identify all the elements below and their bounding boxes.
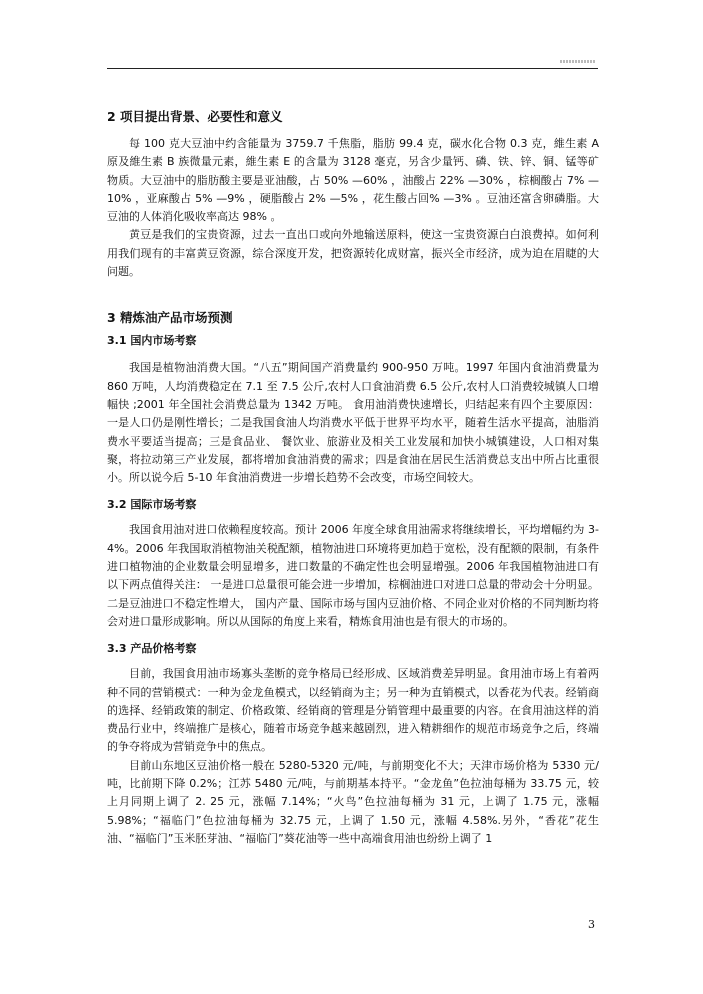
header-watermark bbox=[560, 60, 596, 63]
header-rule bbox=[107, 68, 598, 69]
section-2-paragraph-2: 黄豆是我们的宝贵资源，过去一直出口或向外地输送原料，使这一宝贵资源白白浪费掉。如何利用我们现有的丰富黄豆资源，综合深度开发，把资源转化成财富，振兴全市经济，成为迫在眉睫的大问题。 bbox=[107, 228, 599, 279]
section-3-title: 3 精炼油产品市场预测 bbox=[107, 310, 233, 326]
document-body bbox=[107, 108, 599, 848]
section-3-3-paragraph-2: 目前山东地区豆油价格一般在 5280-5320 元/吨，与前期变化不大；天津市场价格为 5330 元/吨，比前期下降 0.2%；江苏 5480 元/吨，与前期基本持平。“金龙鱼”色拉油每桶为 33.75 元，较上月同期上调了 2. 25 元，涨幅 7.14%；“火鸟”色拉油每桶为 31 元，上调了 1.75 元，涨幅 5.98%；“福临门”色拉油每桶为 32.75 元，上调了 1.50 元，涨幅 4.58%.另外，“香花”花生油、“福临门”玉米胚芽油、“福临门”葵花油等一些中高端食用油也纷纷上调了 1 bbox=[107, 758, 599, 845]
section-3-3-title: 3.3 产品价格考察 bbox=[107, 642, 197, 656]
section-3-1-paragraph: 我国是植物油消费大国。“八五”期间国产消费量约 900-950 万吨。1997 年国内食油消费量为 860 万吨，人均消费稳定在 7.1 至 7.5 公斤,农村人口食油消费 6.5 公斤,农村人口消费较城镇人口增幅快 ;2001 年全国社会消费总量为 1342 万吨。 食用油消费快速增长，归结起来有四个主要原因：一是人口仍是刚性增长；二是我国食油人均消费水平低于世界平均水平，随着生活水平提高，油脂消费水平要适当提高；三是食品业、 餐饮业、旅游业及相关工业发展和加快小城镇建设，人口相对集聚，将拉动第三产业发展，都将增加食油消费的需求；四是食油在居民生活消费总支出中所占比重很小。所以说今后 5-10 年食油消费进一步增长趋势不会改变，市场空间较大。 bbox=[107, 361, 599, 485]
section-3-3-paragraph-1: 目前，我国食用油市场寡头垄断的竞争格局已经形成、区域消费差异明显。食用油市场上有着两种不同的营销模式：一种为金龙鱼模式，以经销商为主；另一种为直销模式，以香花为代表。经销商的选择、经销政策的制定、价格政策、经销商的管理是分销管理中最重要的内容。在食用油这样的消费品行业中，终端推广是核心，随着市场竞争越来越剧烈，进入精耕细作的规范市场竞争之后，终端的争夺将成为营销竞争中的焦点。 bbox=[107, 667, 599, 754]
section-2-title: 2 项目提出背景、必要性和意义 bbox=[107, 109, 283, 124]
section-2-paragraph-1: 每 100 克大豆油中约含能量为 3759.7 千焦脂，脂肪 99.4 克，碳水化合物 0.3 克，維生素 A 原及維生素 B 族微量元素，維生素 E 的含量为 3128 毫克，另含少量钙、磷、铁、锌、铜、锰等矿物质。大豆油中的脂肪酸主要是亚油酸，占 50% —60% ，油酸占 22% —30% ，棕榈酸占 7% —10% ，亚麻酸占 5% —9% ，硬脂酸占 2% —5% ，花生酸占回% —3% 。豆油还富含卵磷脂。大豆油的人体消化吸收率高达 98% 。 bbox=[107, 137, 599, 224]
page-number: 3 bbox=[588, 918, 595, 931]
section-3-2-title: 3.2 国际市场考察 bbox=[107, 498, 197, 512]
section-3-2-paragraph: 我国食用油对进口依赖程度较高。预计 2006 年度全球食用油需求将继续增长，平均增幅约为 3-4%。2006 年我国取消植物油关税配额，植物油进口环境将更加趋于宽松，没有配额的限制，有条件进口植物油的企业数量会明显增多，进口数量的不确定性也会明显增强。2006 年我国植物油进口有以下两点值得关注： 一是进口总量很可能会进一步增加，棕榈油进口对进口总量的带动会十分明显。二是豆油进口不稳定性增大， 国内产量、国际市场与国内豆油价格、不同企业对价格的不同判断均将会对进口量形成影响。所以从国际的角度上来看，精炼食用油也是有很大的市场的。 bbox=[107, 523, 599, 628]
section-3-1-title: 3.1 国内市场考察 bbox=[107, 334, 197, 348]
